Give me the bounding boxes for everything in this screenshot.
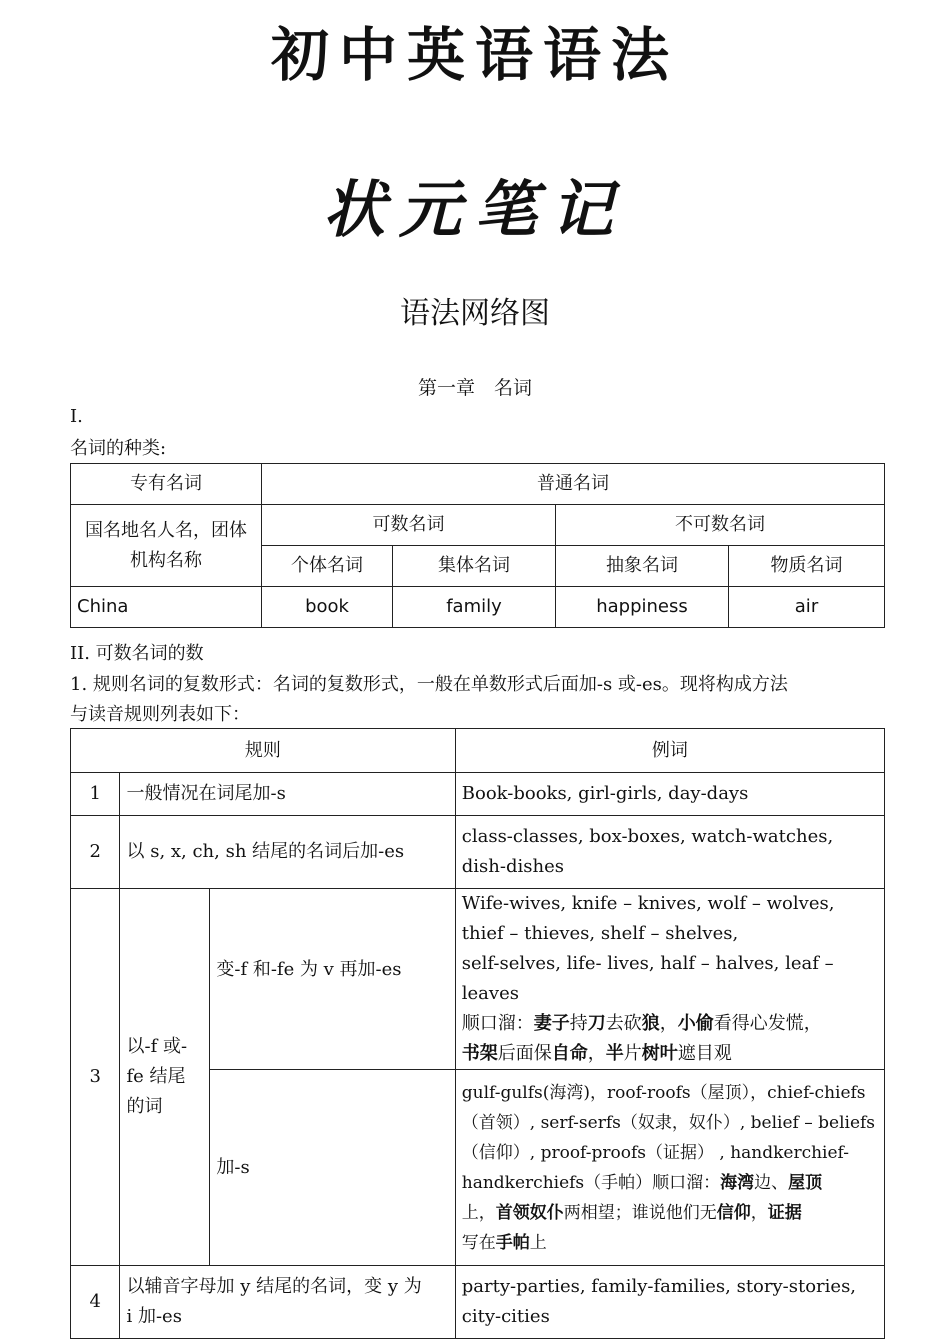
rhyme-text: 片	[623, 1043, 642, 1064]
rhyme-keyword: 自命	[551, 1043, 588, 1064]
rhyme-keyword: 刀	[587, 1013, 606, 1034]
sub-rule-text: 加-s	[210, 1070, 455, 1266]
rhyme-text: 持	[569, 1013, 588, 1034]
example-fragment: 两相望；谁说他们无	[563, 1202, 717, 1223]
rhyme-text: ，	[659, 1013, 678, 1034]
example-cell: happiness	[556, 587, 729, 628]
rhyme-keyword: 证据	[767, 1202, 802, 1223]
example-text	[455, 816, 884, 889]
rule-text: 以-f 或-fe 结尾的词	[120, 889, 210, 1266]
document-title: 初中英语语法	[270, 21, 679, 89]
example-column-header: 例词	[455, 729, 884, 773]
rhyme-keyword: 书架	[461, 1043, 498, 1064]
example-line: （信仰）, proof-proofs（证据） , handkerchief-	[461, 1142, 849, 1163]
example-line: city-cities	[461, 1306, 550, 1327]
common-noun-header: 普通名词	[262, 464, 885, 505]
rule-line: i 加-es	[126, 1306, 182, 1327]
example-line	[462, 1228, 878, 1258]
rhyme-keyword: 手帕	[495, 1232, 530, 1253]
sub-rule-text: 变-f 和-fe 为 v 再加-es	[210, 889, 455, 1070]
document-subtitle: 状元笔记	[322, 173, 627, 246]
individual-noun-header: 个体名词	[262, 546, 393, 587]
part2-heading: II. 可数名词的数	[70, 643, 204, 664]
rhyme-text: ，	[587, 1043, 606, 1064]
example-line: gulf-gulfs(海湾)，roof-roofs（屋顶），chief-chiefs	[461, 1082, 866, 1103]
example-line: （首领）, serf-serfs（奴隶，奴仆）, belief – beliefs	[461, 1112, 876, 1133]
example-cell: family	[393, 587, 556, 628]
rhyme-text: 看得心发慌，	[713, 1013, 822, 1034]
rule-text: 以 s, x, ch, sh 结尾的名词后加-es	[120, 816, 455, 889]
rhyme-keyword: 半	[605, 1043, 624, 1064]
collective-noun-header: 集体名词	[393, 546, 556, 587]
example-line: self-selves, life- lives, half – halves, leaf – leaves	[461, 953, 834, 1004]
rhyme-keyword: 狼	[641, 1013, 660, 1034]
noun-types-table	[70, 463, 885, 628]
rule-line: 以辅音字母加 y 结尾的名词，变 y 为	[126, 1276, 422, 1297]
material-noun-header: 物质名词	[729, 546, 885, 587]
example-line: party-parties, family-families, story-stories,	[461, 1276, 857, 1297]
example-fragment: ，	[750, 1202, 768, 1223]
section-title: 语法网络图	[400, 296, 550, 331]
rhyme-line	[462, 1039, 878, 1069]
countable-header: 可数名词	[262, 505, 556, 546]
part2-para-line2: 与读音规则列表如下：	[70, 704, 250, 725]
example-cell: China	[71, 587, 262, 628]
rule-column-header: 规则	[71, 729, 456, 773]
example-fragment: 上，	[461, 1202, 496, 1223]
rhyme-keyword: 妻子	[533, 1013, 570, 1034]
rhyme-text: 后面保	[497, 1043, 552, 1064]
rhyme-keyword: 树叶	[641, 1043, 678, 1064]
rule-text: 一般情况在词尾加-s	[120, 773, 455, 816]
part1-roman: I.	[70, 406, 83, 427]
row-number: 4	[71, 1266, 120, 1339]
example-fragment: 边、	[754, 1172, 789, 1193]
rhyme-keyword: 信仰	[716, 1202, 751, 1223]
rhyme-text: 去砍	[605, 1013, 642, 1034]
example-text	[455, 1266, 884, 1339]
example-text: Book-books, girl-girls, day-days	[455, 773, 884, 816]
rhyme-keyword: 小偷	[677, 1013, 714, 1034]
rhyme-line	[462, 1009, 878, 1039]
example-cell: air	[729, 587, 885, 628]
example-line	[462, 1198, 878, 1228]
abstract-noun-header: 抽象名词	[556, 546, 729, 587]
chapter-heading: 第一章 名词	[417, 377, 532, 399]
example-fragment: 上	[529, 1232, 547, 1253]
part1-label: 名词的种类:	[70, 438, 167, 459]
rhyme-text: 顺口溜：	[461, 1013, 534, 1034]
proper-noun-desc: 国名地名人名，团体机构名称	[71, 505, 262, 587]
example-text	[455, 889, 884, 1070]
example-fragment: 写在	[461, 1232, 496, 1253]
example-cell: book	[262, 587, 393, 628]
uncountable-header: 不可数名词	[556, 505, 885, 546]
row-number: 2	[71, 816, 120, 889]
proper-noun-header: 专有名词	[71, 464, 262, 505]
example-text	[455, 1070, 884, 1266]
example-line: class-classes, box-boxes, watch-watches,	[461, 826, 834, 847]
rhyme-keyword: 首领奴仆	[495, 1202, 564, 1223]
rhyme-keyword: 海湾	[720, 1172, 755, 1193]
rhyme-keyword: 屋顶	[788, 1172, 823, 1193]
part2-para-line1: 1. 规则名词的复数形式：名词的复数形式，一般在单数形式后面加-s 或-es。现将构成方法	[70, 674, 788, 695]
rhyme-text: 遮目观	[677, 1043, 732, 1064]
example-line	[462, 1168, 878, 1198]
example-line: dish-dishes	[461, 856, 564, 877]
example-line: Wife-wives, knife – knives, wolf – wolves,	[461, 893, 835, 914]
row-number: 3	[71, 889, 120, 1266]
rule-text	[120, 1266, 455, 1339]
row-number: 1	[71, 773, 120, 816]
example-fragment: handkerchiefs（手帕）顺口溜：	[461, 1172, 721, 1193]
plural-rules-table	[70, 728, 885, 1339]
example-line: thief – thieves, shelf – shelves,	[461, 923, 739, 944]
